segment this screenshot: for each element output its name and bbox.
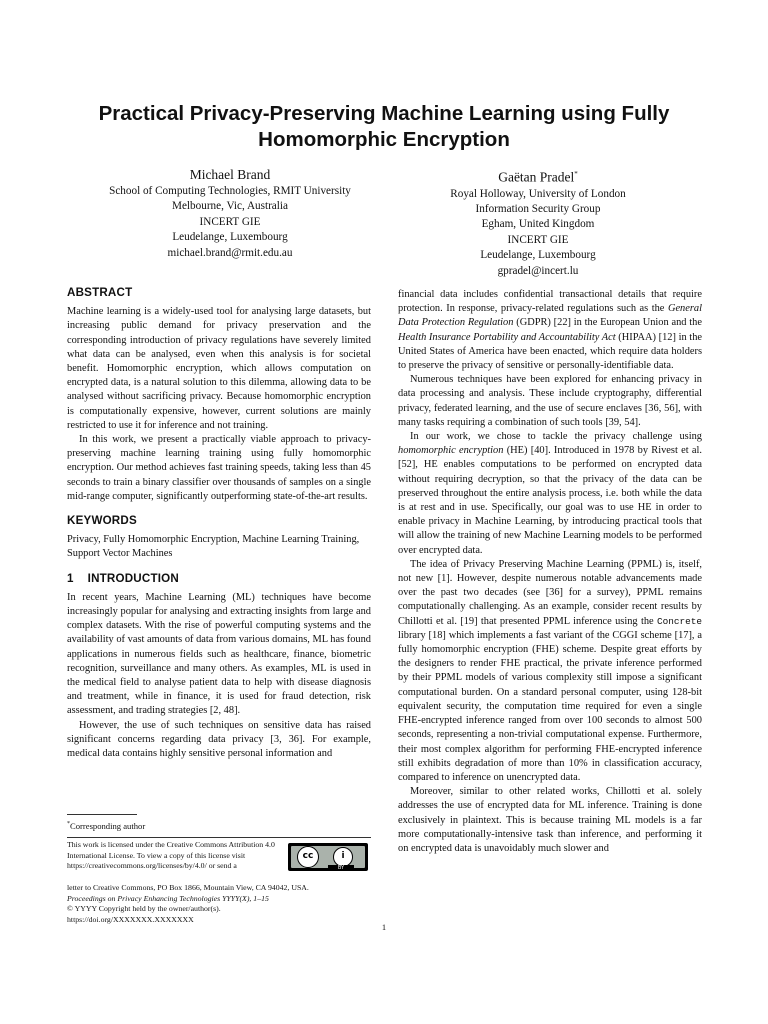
license-text: This work is licensed under the Creative Commons Attribution 4.0 International License. To view a copy of this license visit https://creativecommons.org/licenses/by/4.0/ or send a (67, 840, 275, 871)
intro-paragraph: In recent years, Machine Learning (ML) techniques have become increasingly popular for analysing and extracting insights from large and complex datasets. With the rise of powerful computing systems and the availability of vast amounts of data from various domains, ML has found applications in numerous fields such as healthcare, finance, biometric recognition, surveillance and many others. As examples, ML is used in the medical field to analyse patient data to help with disease diagnosis and treatment, while in finance, it is used for fraud detection, risk assessment, and trading strategies [2, 48]. (67, 591, 371, 717)
author-affiliation: INCERT GIE (199, 215, 261, 228)
footnote-mark: * (67, 821, 70, 827)
abstract-paragraph: Machine learning is a widely-used tool for analysing large datasets, but increasing public demand for privacy preservation and the corresponding introduction of privacy regulations have severely limited what data can be analysed, even when this analysis is for societal benefit. Homomorphic encryption, which allows computation on encrypted data, is a natural solution to this dilemma, allowing data to be analysed without sacrificing privacy. Because homomorphic encryption is computationally expensive, however, current solutions are mainly restricted to use it for inference and not training. (67, 306, 371, 431)
author-affiliation: Leudelange, Luxembourg (172, 231, 288, 244)
text-run: The idea of Privacy Preserving Machine Learning (PPML) is, itself, not new [1]. However, despite numerous notable advancements made over the past two decades (see [36] for a survey), PPML remains computationally challenging. As an example, consider recent results by Chillotti et al. [19] that presented PPML inference using the (398, 558, 702, 627)
right-column (398, 288, 702, 856)
author-email: gpradel@incert.lu (497, 264, 579, 277)
footnote-text: Corresponding author (70, 820, 146, 831)
author-affiliation: Leudelange, Luxembourg (480, 249, 596, 262)
hipaa-name: Health Insurance Portability and Accountability Act (398, 331, 616, 343)
text-run: (GDPR) [22] in the European Union and the (513, 317, 702, 329)
footnote (67, 819, 371, 832)
body-paragraph: Numerous techniques have been explored for enhancing privacy in data processing and analysis. These include cryptography, differential privacy, federated learning, and the use of secure enclaves [36, 56], with many tasks requiring a combination of such tools [39, 54]. (398, 374, 702, 428)
text-run: In our work, we chose to tackle the privacy challenge using (410, 431, 702, 443)
left-column (67, 286, 371, 761)
doi-line: https://doi.org/XXXXXXX.XXXXXXX (67, 914, 194, 924)
cc-icon: cc (297, 846, 319, 868)
body-paragraph (398, 430, 702, 558)
author-email: michael.brand@rmit.edu.au (167, 246, 293, 259)
section-number: 1 (67, 571, 74, 585)
concrete-library-name: Concrete (656, 615, 702, 627)
author-affiliation: Egham, United Kingdom (481, 218, 595, 231)
author-name: Michael Brand (189, 167, 271, 182)
section-gap (67, 504, 371, 514)
proceedings-line: Proceedings on Privacy Enhancing Technologies YYYY(X), 1–15 (67, 893, 269, 903)
text-run: library [18] which implements a fast variant of the CGGI scheme [17], a fully homomorphic encryption (FHE) scheme. Despite great efforts by the designers to render FHE practical, the private inference performed by their PPML models of various complexity still impose a significant computational burden. On a standard personal computer, using 128-bit equivalent security, the computation time required for even a single FHE-encrypted inference ranged from over 100 seconds to almost 500 seconds, representing a non-trivial computational expense. Furthermore, their most complex algorithm for performing FHE-encrypted inference still exhibits degradation of more than 10% in classification accuracy, compared to inference on unencrypted data. (398, 629, 702, 783)
author-name: Gaëtan Pradel (498, 169, 575, 185)
author-affiliation: Melbourne, Vic, Australia (172, 200, 288, 213)
attribution-icon: i (333, 847, 353, 867)
he-term: homomorphic encryption (398, 445, 504, 457)
author-affiliation: Information Security Group (475, 202, 601, 215)
author-affiliation: Royal Holloway, University of London (450, 187, 626, 200)
license-text-cont: letter to Creative Commons, PO Box 1866, Mountain View, CA 94042, USA. (67, 883, 309, 892)
body-paragraph (398, 558, 702, 785)
section-gap (67, 562, 371, 572)
text-run: financial data includes confidential transactional details that require protection. In response, privacy-related regulations such as the (398, 289, 702, 315)
body-paragraph: Moreover, similar to other related works, Chillotti et al. solely addresses the use of encrypted data for ML inference. Training is done exclusively in plaintext. This is because training ML models is a far more computationally-intensive task than inference, and performing it on encrypted data is unavoidably much slower and (398, 786, 702, 854)
introduction-heading (67, 572, 371, 586)
corresponding-mark: * (574, 170, 578, 178)
keywords-heading: KEYWORDS (67, 514, 137, 528)
footnote-divider (67, 814, 137, 815)
section-title: INTRODUCTION (87, 571, 179, 585)
by-label: BY (328, 865, 354, 871)
author-name-wrapper (388, 166, 688, 186)
license-details (67, 883, 371, 925)
author-block-pradel (388, 166, 688, 279)
author-affiliation: INCERT GIE (507, 233, 569, 246)
keywords-text: Privacy, Fully Homomorphic Encryption, Machine Learning Training, Support Vector Machines (67, 534, 360, 560)
gdpr-name: General Data Protection Regulation (398, 303, 702, 329)
license-divider (67, 837, 371, 838)
copyright-line: © YYYY Copyright held by the owner/author(s). (67, 904, 221, 914)
intro-paragraph: However, the use of such techniques on sensitive data has raised significant concerns regarding data privacy [3, 36]. For example, medical data contains highly sensitive personal information and (67, 719, 371, 760)
author-block-brand (80, 166, 380, 261)
text-run: (HIPAA) [12] in the United States of America have been enacted, which require data holders to preserve the privacy of sensitive or personally-identifiable data. (398, 331, 702, 372)
abstract-heading: ABSTRACT (67, 286, 133, 299)
body-paragraph (398, 288, 702, 373)
author-affiliation: School of Computing Technologies, RMIT University (109, 185, 351, 197)
abstract-paragraph: In this work, we present a practically viable approach to privacy-preserving machine learning training using fully homomorphic encryption. Our method achieves fast training speeds, taking less than 45 seconds to train a binary classifier over thousands of samples on a single mid-range computer, significantly outperforming state-of-the-art results. (67, 434, 371, 502)
paper-title: Practical Privacy-Preserving Machine Learning using Fully Homomorphic Encryption (98, 102, 670, 151)
page-number: 1 (381, 922, 387, 932)
text-run: (HE) [40]. Introduced in 1978 by Rivest et al. [52], HE enables computations to be performed on encrypted data without requiring decryption, so that the privacy of the data can be preserved throughout the entire analysis process, i.e. both while the data is at rest and in use. Specifically, our goal was to use HE in order to enable privacy in Machine Learning, by introducing practical tools that will allow the training of new Machine Learning models to be performed over encrypted data. (398, 445, 702, 556)
cc-by-badge (288, 843, 368, 871)
